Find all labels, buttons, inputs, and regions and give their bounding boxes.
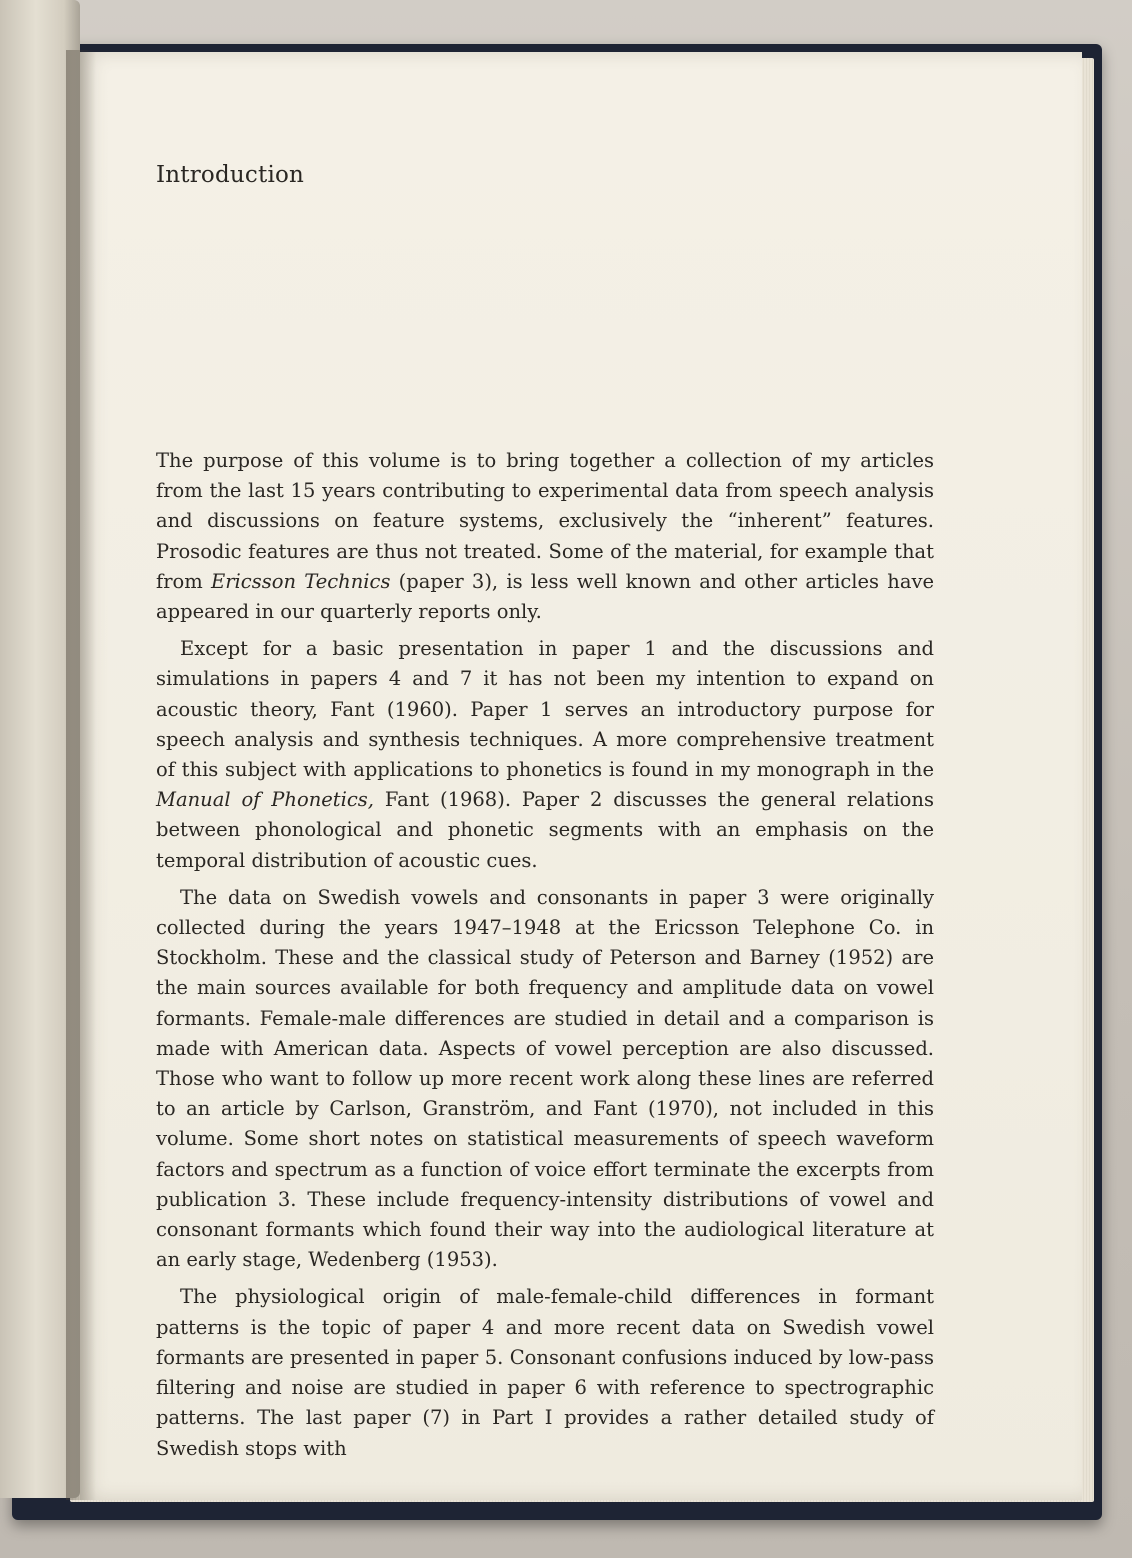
paragraph-text: Fant (1968). Paper 2 discusses the general relations between phonological and phonetic segments with an emphasis on the temporal distribution of acoustic cues. xyxy=(156,788,934,872)
paragraph xyxy=(156,634,934,876)
italic-text: Manual of Phonetics, xyxy=(156,788,374,812)
paragraph-text: (paper 3), is less well known and other articles have appeared in our quarterly reports only. xyxy=(156,569,934,624)
paragraph-text: The purpose of this volume is to bring together a collection of my articles from the last 15 years contributing to experimental data from speech analysis and discussions on feature systems, exclusively the “inherent” features. Prosodic features are thus not treated. Some of the material, for example that from xyxy=(156,449,934,593)
paragraph-text: The data on Swedish vowels and consonants in paper 3 were originally collected during the years 1947–1948 at the Ericsson Telephone Co. in Stockholm. These and the classical study of Peterson and Barney (1952) are the main sources available for both frequency and amplitude data on vowel formants. Female-male differences are studied in detail and a comparison is made with American data. Aspects of vowel perception are also discussed. Those who want to follow up more recent work along these lines are referred to an article by Carlson, Granström, and Fant (1970), not included in this volume. Some short notes on statistical measurements of speech waveform factors and spectrum as a function of voice effort terminate the excerpts from publication 3. These include frequency-intensity distributions of vowel and consonant formants which found their way into the audiological literature at an early stage, Wedenberg (1953). xyxy=(156,885,934,1272)
gutter-shadow xyxy=(66,50,96,1500)
book-page xyxy=(80,52,1082,1500)
paragraph-text: Except for a basic presentation in paper 1 and the discussions and simulations in papers 4 and 7 it has not been my intention to expand on acoustic theory, Fant (1960). Paper 1 serves an introductory purpose for speech analysis and synthesis techniques. A more comprehensive treatment of this subject with applications to phonetics is found in my monograph in the xyxy=(156,637,934,782)
page-content xyxy=(156,162,934,1460)
paragraph-text: The physiological origin of male-female-child differences in formant patterns is the topic of paper 4 and more recent data on Swedish vowel formants are presented in paper 5. Consonant confusions induced by low-pass filtering and noise are studied in paper 6 with reference to spectrographic patterns. The last paper (7) in Part I provides a rather detailed study of Swedish stops with xyxy=(156,1285,934,1460)
paragraph xyxy=(156,883,934,1276)
italic-text: Ericsson Technics xyxy=(210,569,391,593)
paragraph xyxy=(156,1282,934,1463)
body-text xyxy=(156,446,934,1471)
paragraph xyxy=(156,446,934,627)
chapter-heading: Introduction xyxy=(156,162,305,188)
